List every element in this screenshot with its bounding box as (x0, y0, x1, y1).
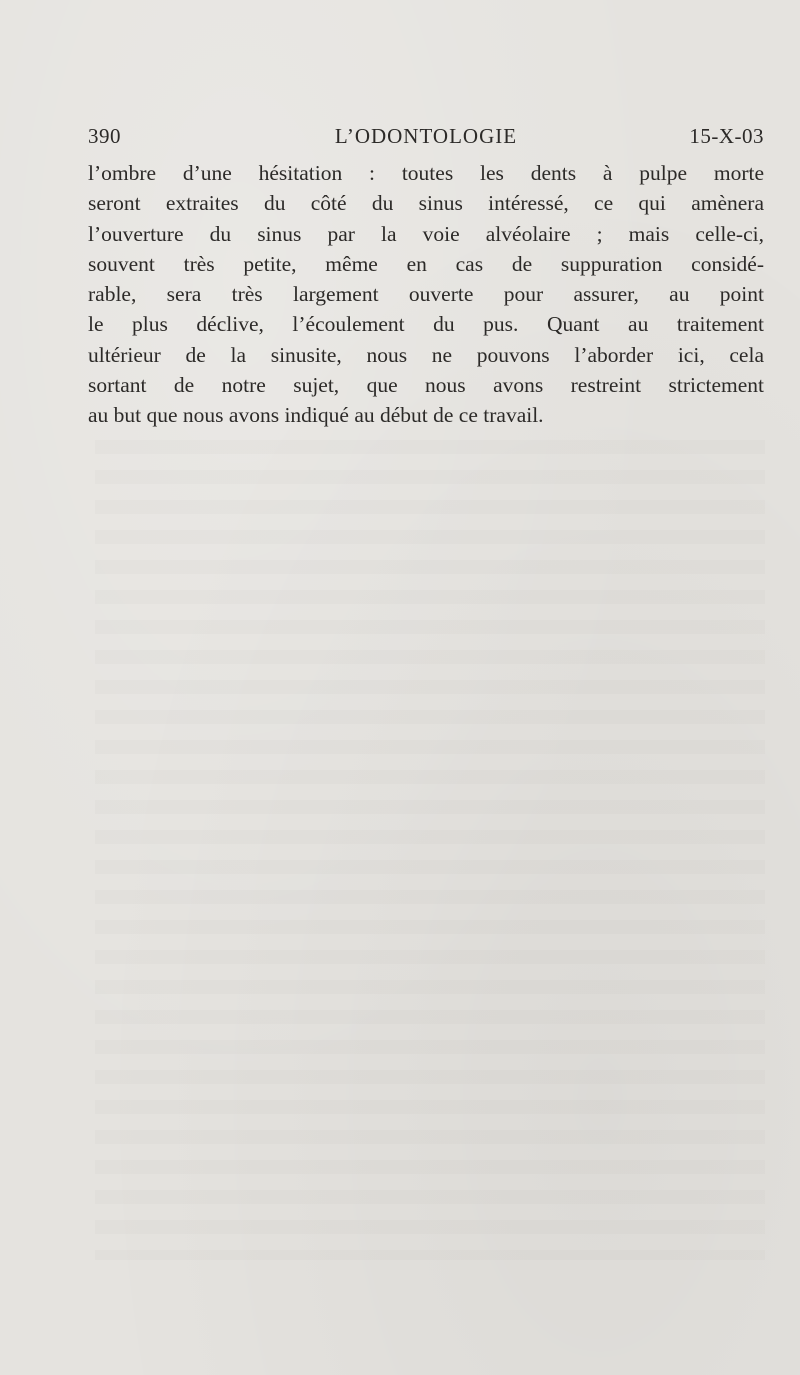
text-line: souvent très petite, même en cas de suppuration considé- (88, 251, 764, 276)
text-line: le plus déclive, l’écoulement du pus. Quant au traitement (88, 312, 764, 337)
text-line: au but que nous avons indiqué au début de ce travail. (88, 403, 544, 428)
body-paragraph (88, 158, 764, 431)
text-line: l’ouverture du sinus par la voie alvéolaire ; mais celle-ci, (88, 221, 764, 246)
text-line: ultérieur de la sinusite, nous ne pouvons l’aborder ici, cela (88, 342, 764, 367)
text-line: seront extraites du côté du sinus intéressé, ce qui amènera (88, 191, 764, 216)
page-header (88, 124, 764, 154)
text-line: l’ombre d’une hésitation : toutes les dents à pulpe morte (88, 161, 764, 185)
issue-date: 15-X-03 (689, 124, 764, 148)
running-title: L’ODONTOLOGIE (334, 124, 518, 148)
show-through-texture (95, 440, 765, 1260)
text-line: sortant de notre sujet, que nous avons restreint strictement (88, 373, 764, 398)
text-line: rable, sera très largement ouverte pour assurer, au point (88, 282, 764, 307)
page-number: 390 (88, 124, 121, 148)
